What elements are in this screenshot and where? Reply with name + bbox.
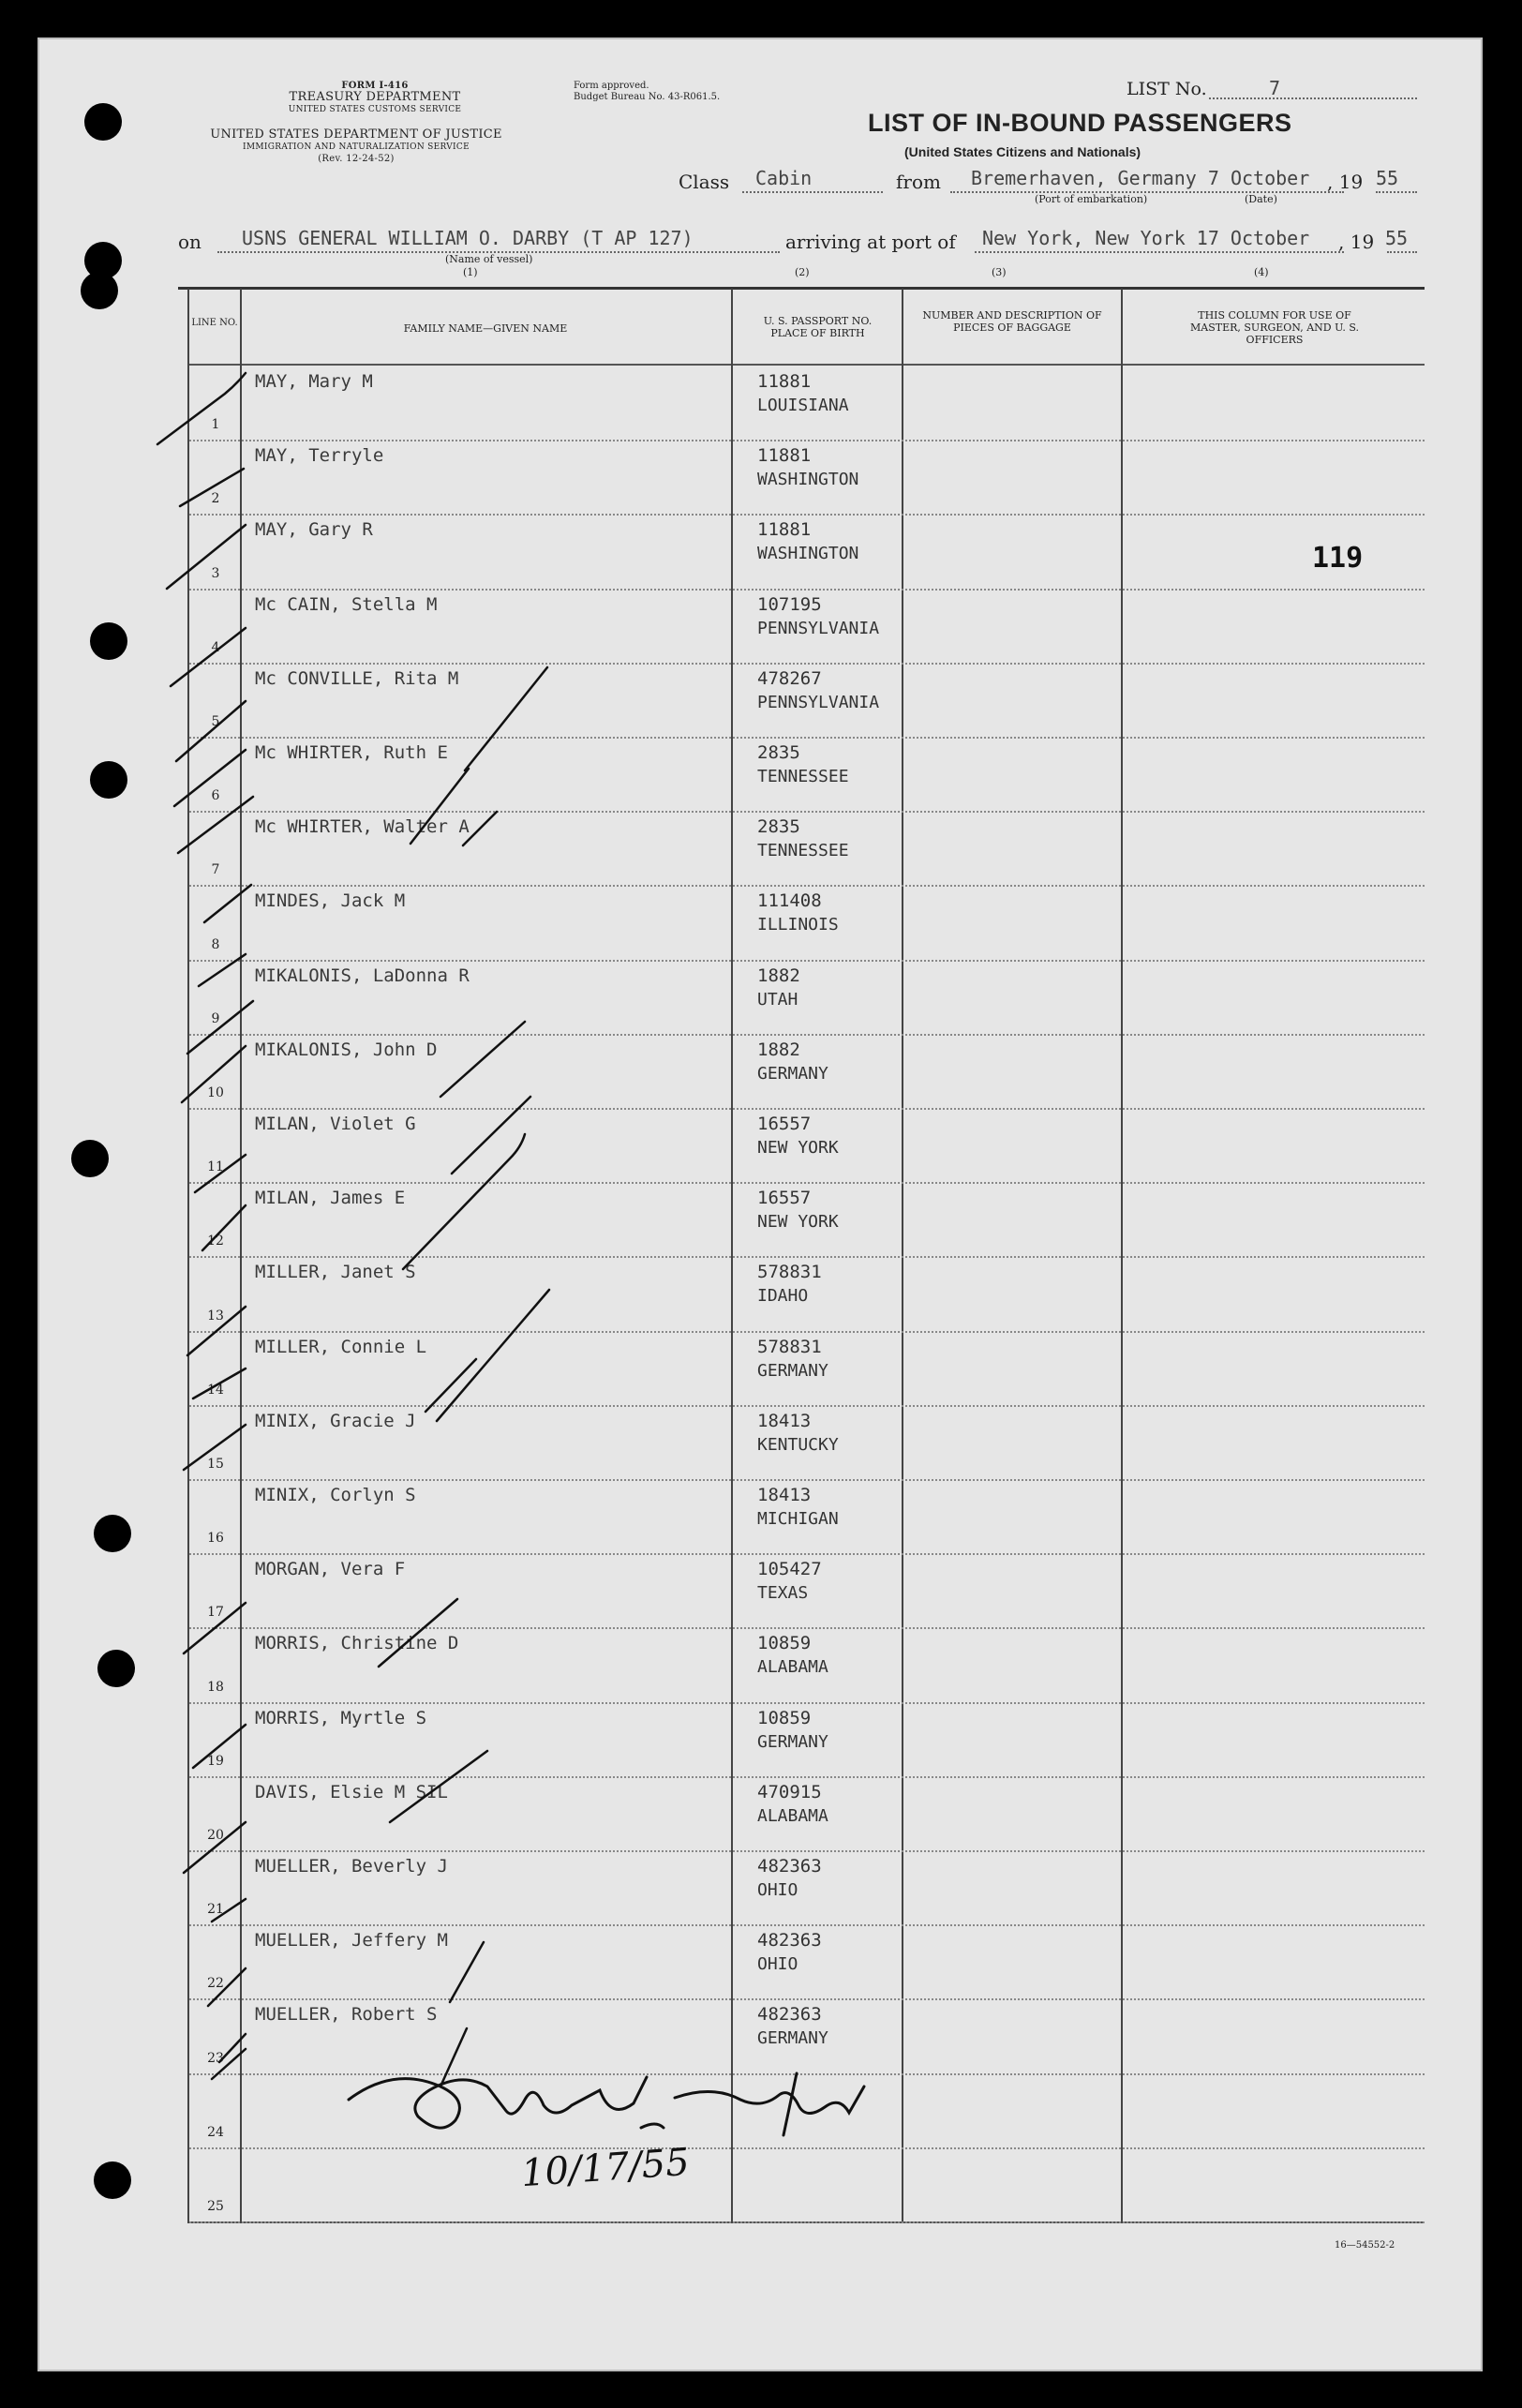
place-of-birth: KENTUCKY xyxy=(757,1434,839,1455)
passport-number: 11881 xyxy=(757,371,812,392)
page-subtitle: (United States Citizens and Nationals) xyxy=(904,144,1142,159)
from-label: from xyxy=(896,171,941,193)
line-number: 8 xyxy=(211,936,220,952)
passport-number: 16557 xyxy=(757,1188,812,1209)
from-value: Bremerhaven, Germany 7 October xyxy=(971,167,1310,189)
treasury-dept: TREASURY DEPARTMENT xyxy=(289,90,461,104)
passport-number: 18413 xyxy=(757,1410,812,1431)
year-suffix-2: 55 xyxy=(1385,227,1409,249)
form-approved: Form approved. xyxy=(574,81,649,91)
passenger-name: Mc CONVILLE, Rita M xyxy=(255,667,459,689)
line-number: 19 xyxy=(207,1753,224,1769)
on-label: on xyxy=(178,231,201,253)
passport-number: 10859 xyxy=(757,1633,812,1654)
col-header-officers: THIS COLUMN FOR USE OF MASTER, SURGEON, AND U. S. OFFICERS xyxy=(1190,309,1360,346)
class-label: Class xyxy=(679,171,730,193)
signature xyxy=(349,2073,864,2135)
passport-number: 16557 xyxy=(757,1114,812,1134)
ins-service: IMMIGRATION AND NATURALIZATION SERVICE xyxy=(243,142,470,152)
passport-number: 11881 xyxy=(757,519,812,541)
passport-number: 578831 xyxy=(757,1336,822,1357)
place-of-birth: IDAHO xyxy=(757,1286,809,1307)
passenger-name: MILAN, Violet G xyxy=(255,1114,416,1134)
passenger-name: MINIX, Corlyn S xyxy=(255,1485,416,1505)
vessel-caption: (Name of vessel) xyxy=(445,253,533,265)
passenger-name: MILAN, James E xyxy=(255,1188,406,1209)
line-number: 21 xyxy=(207,1902,224,1918)
passport-number: 578831 xyxy=(757,1262,822,1283)
line-number: 2 xyxy=(211,491,220,507)
place-of-birth: TEXAS xyxy=(757,1583,809,1604)
line-number: 22 xyxy=(207,1976,224,1992)
place-of-birth: UTAH xyxy=(757,989,798,1010)
place-of-birth: PENNSYLVANIA xyxy=(757,618,880,638)
place-of-birth: OHIO xyxy=(757,1880,798,1900)
place-of-birth: GERMANY xyxy=(757,1063,828,1084)
place-of-birth: GERMANY xyxy=(757,2028,828,2049)
line-number: 9 xyxy=(211,1010,220,1026)
place-of-birth: ILLINOIS xyxy=(757,915,839,935)
place-of-birth: NEW YORK xyxy=(757,1138,839,1158)
page-title: LIST OF IN-BOUND PASSENGERS xyxy=(868,109,1292,137)
place-of-birth: LOUISIANA xyxy=(757,396,849,415)
customs-service: UNITED STATES CUSTOMS SERVICE xyxy=(288,105,462,114)
passport-number: 105427 xyxy=(757,1559,822,1580)
place-of-birth: WASHINGTON xyxy=(757,470,859,490)
place-of-birth: NEW YORK xyxy=(757,1212,839,1233)
line-number: 5 xyxy=(211,714,220,729)
passenger-name: MAY, Gary R xyxy=(255,519,373,541)
line-number: 15 xyxy=(207,1457,224,1472)
class-value: Cabin xyxy=(755,167,813,189)
place-of-birth: TENNESSEE xyxy=(757,841,849,861)
arriving-label: arriving at port of xyxy=(785,231,956,253)
passenger-name: MORGAN, Vera F xyxy=(255,1559,406,1580)
place-of-birth: ALABAMA xyxy=(757,1805,828,1826)
line-number: 4 xyxy=(211,639,220,655)
arrival-value: New York, New York 17 October xyxy=(982,227,1310,249)
passport-number: 11881 xyxy=(757,445,812,467)
line-number: 12 xyxy=(207,1234,224,1249)
passenger-name: Mc CAIN, Stella M xyxy=(255,593,438,615)
passport-number: 478267 xyxy=(757,667,822,689)
year-prefix-1: , 19 xyxy=(1327,171,1364,193)
place-of-birth: MICHIGAN xyxy=(757,1509,839,1529)
line-number: 11 xyxy=(207,1159,224,1175)
line-number: 18 xyxy=(207,1679,224,1695)
passenger-name: MUELLER, Robert S xyxy=(255,2004,438,2026)
passenger-name: MUELLER, Beverly J xyxy=(255,1856,448,1877)
passport-number: 470915 xyxy=(757,1781,822,1802)
list-no-label: LIST No. xyxy=(1127,79,1207,99)
line-number: 20 xyxy=(207,1828,224,1843)
line-number: 13 xyxy=(207,1308,224,1324)
passenger-name: MORRIS, Christine D xyxy=(255,1633,459,1654)
passenger-name: DAVIS, Elsie M SIL xyxy=(255,1781,448,1802)
col-num-4: (4) xyxy=(1254,266,1269,278)
col-header-baggage: NUMBER AND DESCRIPTION OF PIECES OF BAGGAGE xyxy=(922,309,1102,334)
col-header-name: FAMILY NAME—GIVEN NAME xyxy=(403,322,568,335)
passenger-name: Mc WHIRTER, Walter A xyxy=(255,816,470,838)
year-prefix-2: , 19 xyxy=(1338,231,1375,253)
passenger-name: MINDES, Jack M xyxy=(255,890,406,912)
passport-number: 2835 xyxy=(757,742,800,763)
line-number: 7 xyxy=(211,862,220,878)
budget-bureau: Budget Bureau No. 43-R061.5. xyxy=(574,92,721,102)
place-of-birth: GERMANY xyxy=(757,1360,828,1381)
passenger-name: MAY, Terryle xyxy=(255,445,384,467)
line-number: 25 xyxy=(207,2199,224,2214)
passport-number: 1882 xyxy=(757,1039,800,1060)
col-num-1: (1) xyxy=(463,266,478,278)
place-of-birth: OHIO xyxy=(757,1954,798,1975)
line-number: 17 xyxy=(207,1605,224,1621)
col-header-line-no: LINE NO. xyxy=(191,318,238,328)
vessel-value: USNS GENERAL WILLIAM O. DARBY (T AP 127) xyxy=(242,227,694,249)
stamp-number: 119 xyxy=(1312,542,1364,575)
line-number: 3 xyxy=(211,565,220,581)
revision: (Rev. 12-24-52) xyxy=(318,154,395,164)
col-num-3: (3) xyxy=(992,266,1007,278)
passenger-name: MILLER, Janet S xyxy=(255,1262,416,1283)
col-num-2: (2) xyxy=(795,266,810,278)
line-number: 24 xyxy=(207,2124,224,2140)
justice-dept: UNITED STATES DEPARTMENT OF JUSTICE xyxy=(210,127,502,142)
line-number: 16 xyxy=(207,1531,224,1547)
passenger-name: MIKALONIS, LaDonna R xyxy=(255,965,470,986)
passport-number: 111408 xyxy=(757,890,822,912)
footer-code: 16—54552-2 xyxy=(1335,2240,1395,2251)
year-suffix-1: 55 xyxy=(1376,167,1399,189)
passport-number: 1882 xyxy=(757,965,800,986)
passenger-name: MINIX, Gracie J xyxy=(255,1410,416,1431)
passport-number: 2835 xyxy=(757,816,800,838)
place-of-birth: PENNSYLVANIA xyxy=(757,692,880,712)
line-number: 14 xyxy=(207,1382,224,1398)
list-no-value: 7 xyxy=(1269,77,1281,99)
passenger-name: MIKALONIS, John D xyxy=(255,1039,438,1060)
place-of-birth: WASHINGTON xyxy=(757,544,859,564)
line-number: 10 xyxy=(207,1085,224,1100)
port-embark-caption: (Port of embarkation) xyxy=(1035,193,1148,205)
date-caption: (Date) xyxy=(1245,193,1277,205)
passenger-name: MUELLER, Jeffery M xyxy=(255,1930,448,1952)
passport-number: 482363 xyxy=(757,1856,822,1877)
line-number: 1 xyxy=(211,417,220,433)
passport-number: 482363 xyxy=(757,1930,822,1952)
line-number: 6 xyxy=(211,788,220,804)
passport-number: 18413 xyxy=(757,1485,812,1505)
col-header-passport: U. S. PASSPORT NO. PLACE OF BIRTH xyxy=(763,315,873,339)
line-number: 23 xyxy=(207,2050,224,2066)
place-of-birth: GERMANY xyxy=(757,1731,828,1752)
place-of-birth: ALABAMA xyxy=(757,1657,828,1678)
signature-date: 10/17/55 xyxy=(519,2140,692,2196)
passport-number: 482363 xyxy=(757,2004,822,2026)
passport-number: 10859 xyxy=(757,1707,812,1728)
passenger-name: MILLER, Connie L xyxy=(255,1336,427,1357)
passenger-name: Mc WHIRTER, Ruth E xyxy=(255,742,448,763)
passenger-name: MORRIS, Myrtle S xyxy=(255,1707,427,1728)
form-number: FORM I-416 xyxy=(341,81,409,91)
passenger-name: MAY, Mary M xyxy=(255,371,373,392)
passport-number: 107195 xyxy=(757,593,822,615)
place-of-birth: TENNESSEE xyxy=(757,767,849,786)
